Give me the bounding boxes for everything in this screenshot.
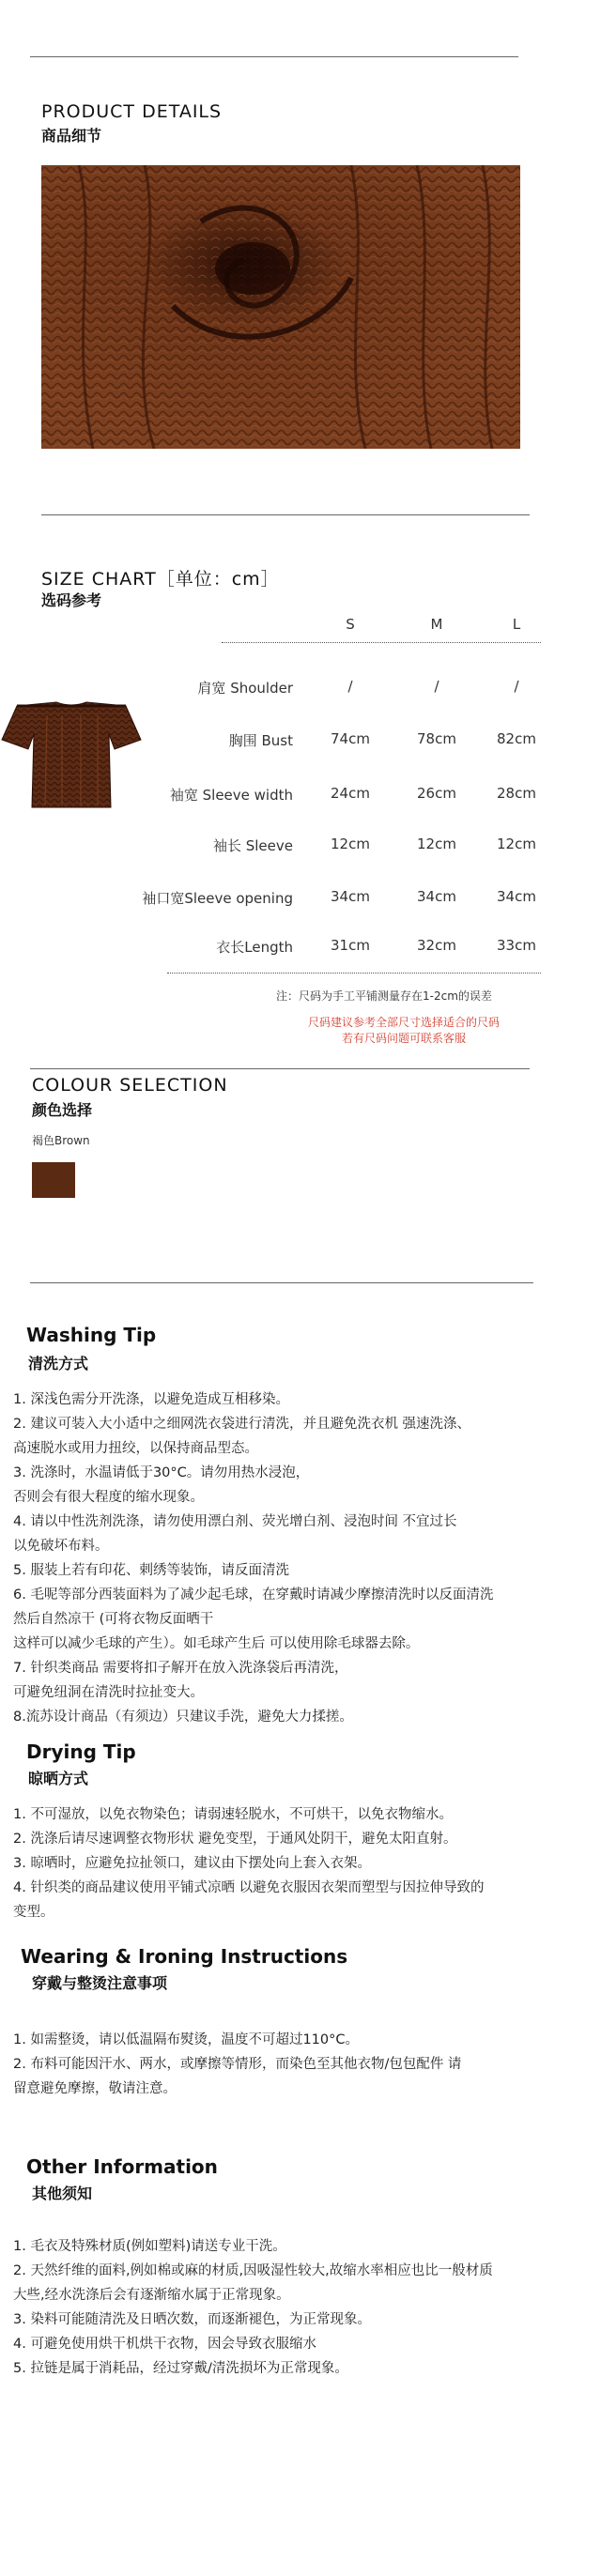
size-row-value: 78cm (417, 730, 456, 747)
instruction-line: 1. 不可湿放，以免衣物染色；请弱速轻脱水，不可烘干，以免衣物缩水。 (13, 1807, 453, 1822)
other-title-cn: 其他须知 (32, 2185, 93, 2202)
ironing-instructions (13, 2028, 577, 2101)
size-row-value: 28cm (497, 785, 536, 802)
instruction-line: 4. 针织类的商品建议使用平铺式凉晒 以避免衣服因衣架而塑型与因拉伸导致的 (13, 1880, 485, 1895)
section-title-en: COLOUR SELECTION (32, 1075, 228, 1096)
instruction-line: 7. 针织类商品 需要将扣子解开在放入洗涤袋后再清洗， (13, 1661, 348, 1676)
instruction-line: 8.流苏设计商品（有须边）只建议手洗，避免大力揉搓。 (13, 1710, 353, 1725)
washing-instructions (13, 1388, 577, 1729)
size-row-value: 34cm (417, 888, 456, 905)
section-title-en: PRODUCT DETAILS (41, 101, 223, 122)
size-row-label: 衣长Length (216, 939, 293, 956)
size-row-value: / (434, 678, 439, 695)
instruction-line: 3. 洗涤时，水温请低于30°C。请勿用热水浸泡， (13, 1465, 310, 1480)
instruction-line: 6. 毛呢等部分西装面料为了减少起毛球，在穿戴时请减少摩擦清洗时以反面清洗 (13, 1587, 494, 1602)
instruction-line: 4. 请以中性洗剂洗涤，请勿使用漂白剂、荧光增白剂、浸泡时间 不宜过长 (13, 1514, 457, 1529)
section-title-cn: 商品细节 (41, 127, 102, 145)
instruction-line: 3. 晾晒时，应避免拉扯领口，建议由下摆处向上套入衣架。 (13, 1856, 371, 1871)
size-row-value: / (347, 678, 353, 695)
instruction-line: 2. 洗涤后请尽速调整衣物形状 避免变型，于通风处阴干，避免太阳直射。 (13, 1832, 457, 1847)
size-row-value: 12cm (331, 836, 370, 852)
instruction-line: 留意避免摩擦，敬请注意。 (13, 2081, 177, 2096)
size-header-m: M (430, 616, 443, 633)
size-row-value: 12cm (417, 836, 456, 852)
size-row-value: 34cm (331, 888, 370, 905)
instruction-line: 变型。 (13, 1905, 54, 1920)
drying-title-en: Drying Tip (26, 1740, 136, 1763)
size-row-value: 24cm (331, 785, 370, 802)
instruction-line: 2. 建议可装入大小适中之细网洗衣袋进行清洗，并且避免洗衣机 强速洗涤、 (13, 1417, 471, 1432)
instruction-line: 5. 拉链是属于消耗品，经过穿戴/清洗损坏为正常现象。 (13, 2361, 348, 2376)
fabric-detail-image (41, 165, 520, 449)
other-information (13, 2234, 577, 2381)
size-row-label: 袖宽 Sleeve width (169, 787, 293, 804)
instruction-line: 然后自然凉干 (可将衣物反面晒干 (13, 1612, 214, 1627)
drying-title-cn: 晾晒方式 (28, 1770, 89, 1787)
instruction-line: 2. 布料可能因汗水、两水，或摩擦等情形，而染色至其他衣物/包包配件 请 (13, 2057, 462, 2072)
size-row-label: 袖口宽Sleeve opening (142, 890, 293, 907)
size-row-value: 12cm (497, 836, 536, 852)
divider (30, 1282, 533, 1283)
instruction-line: 5. 服装上若有印花、剌绣等装饰，请反面清洗 (13, 1563, 289, 1578)
washing-title-en: Washing Tip (26, 1324, 157, 1346)
colour-swatch-brown[interactable] (32, 1162, 75, 1198)
divider (41, 514, 530, 515)
section-title-cn: 颜色选择 (32, 1101, 93, 1119)
instruction-line: 3. 染料可能随清洗及日晒次数，而逐渐褪色，为正常现象。 (13, 2312, 371, 2327)
instruction-line: 4. 可避免使用烘干机烘干衣物，因会导致衣服缩水 (13, 2337, 316, 2352)
ironing-title-en: Wearing & Ironing Instructions (21, 1945, 348, 1968)
instruction-line: 1. 如需整烫，请以低温隔布熨烫，温度不可超过110°C。 (13, 2032, 359, 2047)
size-red-note: 若有尺码问题可联系客服 (341, 1032, 466, 1045)
size-row-label: 胸围 Bust (228, 732, 293, 749)
other-title-en: Other Information (26, 2155, 218, 2178)
washing-title-cn: 清洗方式 (28, 1355, 89, 1372)
instruction-line: 2. 天然纤维的面料,例如棉或麻的材质,因吸湿性较大,故缩水率相应也比一般材质 (13, 2263, 493, 2278)
dotted-divider (167, 973, 541, 974)
size-row-value: 26cm (417, 785, 456, 802)
section-title-en: SIZE CHART［单位：cm］ (41, 569, 280, 590)
instruction-line: 1. 深浅色需分开洗涤，以避免造成互相移染。 (13, 1392, 289, 1407)
section-title-cn: 选码参考 (41, 591, 102, 609)
product-thumbnail (0, 697, 143, 811)
divider (30, 1068, 530, 1069)
divider (30, 56, 518, 57)
size-row-label: 肩宽 Shoulder (197, 680, 293, 697)
instruction-line: 1. 毛衣及特殊材质(例如塑料)请送专业干洗。 (13, 2239, 286, 2254)
instruction-line: 大些,经水洗涤后会有逐渐缩水属于正常现象。 (13, 2288, 290, 2303)
size-red-note: 尺码建议参考全部尺寸选择适合的尺码 (307, 1016, 500, 1029)
size-header-s: S (346, 616, 355, 633)
colour-swatch-label: 褐色Brown (32, 1134, 90, 1147)
size-row-value: / (514, 678, 519, 695)
size-row-value: 34cm (497, 888, 536, 905)
size-header-l: L (512, 616, 521, 633)
size-row-value: 74cm (331, 730, 370, 747)
drying-instructions (13, 1802, 577, 1924)
ironing-title-cn: 穿戴与整烫注意事项 (32, 1974, 168, 1992)
instruction-line: 高速脱水或用力扭绞，以保持商品型态。 (13, 1441, 258, 1456)
instruction-line: 以免破坏布料。 (13, 1539, 109, 1554)
instruction-line: 可避免纽洞在清洗时拉扯变大。 (13, 1685, 204, 1700)
size-row-value: 31cm (331, 937, 370, 954)
instruction-line: 这样可以减少毛球的产生）。如毛球产生后 可以使用除毛球器去除。 (13, 1636, 420, 1651)
size-note: 注：尺码为手工平铺测量存在1-2cm的误差 (276, 989, 492, 1003)
size-row-label: 袖长 Sleeve (212, 837, 293, 854)
instruction-line: 否则会有很大程度的缩水现象。 (13, 1490, 204, 1505)
size-row-value: 33cm (497, 937, 536, 954)
size-row-value: 82cm (497, 730, 536, 747)
dotted-divider (222, 642, 541, 643)
size-row-value: 32cm (417, 937, 456, 954)
